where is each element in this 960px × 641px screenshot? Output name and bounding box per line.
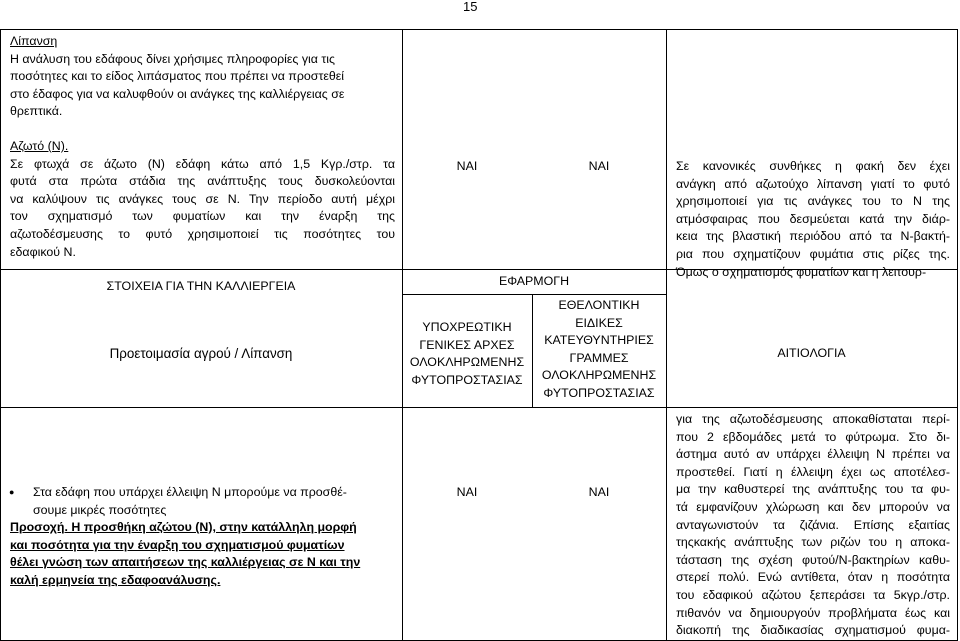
text-line: στο έδαφος για να καλυφθούν οι ανάγκες της καλλιέργειας σε xyxy=(10,86,345,101)
crop-data-header: ΣΤΟΙΧΕΙΑ ΓΙΑ ΤΗΝ ΚΑΛΛΙΕΡΓΕΙΑ xyxy=(106,279,296,293)
table-border xyxy=(666,29,667,641)
mandatory-yes-top: ΝΑΙ xyxy=(456,159,478,173)
text-line: . Η προσθήκη αζώτου (Ν), στην κατάλληλη μορφή xyxy=(64,520,357,534)
section-title: Λίπανση xyxy=(10,34,58,48)
text-line: Όμως ο σχηματισμός φυματίων και η λειτουρ- xyxy=(676,264,927,279)
justification-bottom-cell xyxy=(676,411,950,640)
text-line: άστημα αυτό αν υπάρχει έλλειψη Ν πρέπει να xyxy=(676,447,950,462)
text-line: αζωτοδέσμευσης το φυτό χρησιμοποιεί τις ποσότητες του xyxy=(10,226,395,241)
text-line: τηςκακής ανάπτυξης των ριζών του η αποκα- xyxy=(676,535,950,550)
intro-paragraph xyxy=(10,51,395,121)
header-line: ΟΛΟΚΛΗΡΩΜΕΝΗΣ xyxy=(409,355,525,370)
text-line: κεια της βλαστική περιόδου από τα Ν-βακτή- xyxy=(676,229,950,244)
text-line: τάσταση της σχέση φυτού/Ν-βακτηρίων καθυ- xyxy=(676,552,950,567)
text-line: Σε φτωχά σε άζωτο (Ν) εδάφη κάτω από 1,5 Κγρ./στρ. τα xyxy=(10,156,395,171)
header-line: ΕΘΕΛΟΝΤΙΚΗ xyxy=(558,298,640,312)
text-line: τά εμφανίζουν χλώρωση και δεν μπορούν να xyxy=(676,499,950,514)
table-border xyxy=(0,29,958,30)
text-line: και ποσότητα για την έναρξη του σχηματισμού φυματίων xyxy=(10,537,345,552)
text-line: διακοπή της διαδικασίας σχηματισμού φυμα- xyxy=(676,623,950,638)
text-line: χρησιμοποιεί για τις ανάγκες του το Ν της xyxy=(676,194,950,209)
header-line: ΚΑΤΕΥΘΥΝΤΗΡΙΕΣ xyxy=(544,333,654,348)
text-line: για της αζωτοδέσμευσης αποκαθίσταται περί- xyxy=(676,412,950,426)
table-border xyxy=(957,29,958,641)
text-line: φυτά στα πρώτα στάδια της ανάπτυξης τους δυσκολεύονται xyxy=(10,174,395,189)
nitrogen-title: Αζωτό (Ν). xyxy=(10,138,69,153)
text-line: ανταγωνιστούν τα ζιζάνια. Επίσης εξαιτίας xyxy=(676,517,950,532)
table-border xyxy=(0,29,1,641)
text-line: στερεί πολύ. Ενώ αντίθετα, όταν η ποσότητα xyxy=(676,570,950,585)
text-line: ρια που σχηματίζουν φυμάτια στις ρίζες της. xyxy=(676,246,950,261)
table-border xyxy=(0,407,958,408)
header-line: ΥΠΟΧΡΕΩΤΙΚΗ xyxy=(422,320,512,334)
text-line: Στα εδάφη που υπάρχει έλλειψη Ν μπορούμε να προσθέ- xyxy=(33,485,347,499)
justification-header: ΑΙΤΙΟΛΟΓΙΑ xyxy=(777,346,846,360)
table-border xyxy=(402,294,666,295)
text-line: θέλει γνώση των απαιτήσεων της καλλιέργειας σε Ν και την xyxy=(10,555,361,570)
voluntary-header xyxy=(532,297,666,403)
header-line: ΓΕΝΙΚΕΣ ΑΡΧΕΣ xyxy=(419,337,515,352)
voluntary-yes-bottom: ΝΑΙ xyxy=(588,485,610,499)
text-line: του εδαφικού αζώτου ξεπεράσει τα 5κγρ./στρ. xyxy=(676,587,950,602)
attention-note xyxy=(10,519,395,589)
text-line: Η ανάλυση του εδάφους δίνει χρήσιμες πληροφορίες για τις xyxy=(10,51,335,66)
nitrogen-paragraph xyxy=(10,156,395,262)
mandatory-header xyxy=(402,319,532,389)
fertilization-intro-cell xyxy=(10,33,395,261)
text-line: σουμε μικρές ποσότητες xyxy=(33,502,167,517)
page-number: 15 xyxy=(463,0,478,14)
text-line: μα την καθυστερεί της ανάπτυξης του τα φυ- xyxy=(676,482,950,497)
header-line: ΦΥΤΟΠΡΟΣΤΑΣΙΑΣ xyxy=(543,385,655,400)
mandatory-yes-bottom: ΝΑΙ xyxy=(456,485,478,499)
bullet-text xyxy=(33,484,395,519)
text-line: να καλύψουν τις ανάγκες τους σε Ν. Την περίοδο αυτή μέχρι xyxy=(10,191,395,206)
text-line: θρεπτικά. xyxy=(10,104,63,119)
text-line: προστεθεί. Γιατί η έλλειψη έχει ως αποτέλεσ- xyxy=(676,464,950,479)
bullet-icon: ● xyxy=(9,487,15,497)
text-line: Σε κανονικές συνθήκες η φακή δεν έχει xyxy=(676,159,950,173)
text-line: που 2 εβδομάδες μετά το φύτρωμα. Στο δι- xyxy=(676,429,950,444)
note-label: Προσοχή xyxy=(10,520,65,534)
text-line: πιθανόν να δημιουργούν προβλήματα έως και xyxy=(676,605,950,620)
text-line: ανάγκη από αζωτούχο λίπανση γιατί το φυτό xyxy=(676,176,950,191)
text-line: ατμόσφαιρας που δεσμεύεται κατά την διάρ- xyxy=(676,211,950,226)
recommendation-cell xyxy=(9,484,395,519)
text-line: τον σχηματισμό των φυματίων και την έναρξη της xyxy=(10,209,395,224)
header-line: ΟΛΟΚΛΗΡΩΜΕΝΗΣ xyxy=(541,368,657,383)
text-line: εδαφικού Ν. xyxy=(10,244,76,259)
header-line: ΦΥΤΟΠΡΟΣΤΑΣΙΑΣ xyxy=(411,372,523,387)
text-line: ποσότητες και το είδος λιπάσματος που πρέπει να προστεθεί xyxy=(10,69,345,84)
field-prep-header: Προετοιμασία αγρού / Λίπανση xyxy=(109,346,293,361)
application-header: ΕΦΑΡΜΟΓΗ xyxy=(498,274,570,288)
header-line: ΓΡΑΜΜΕΣ xyxy=(569,350,629,365)
voluntary-yes-top: ΝΑΙ xyxy=(588,159,610,173)
header-line: ΕΙΔΙΚΕΣ xyxy=(575,315,623,330)
justification-top-cell xyxy=(676,158,950,281)
text-line: καλή ερμηνεία της εδαφοανάλυσης. xyxy=(10,572,221,587)
